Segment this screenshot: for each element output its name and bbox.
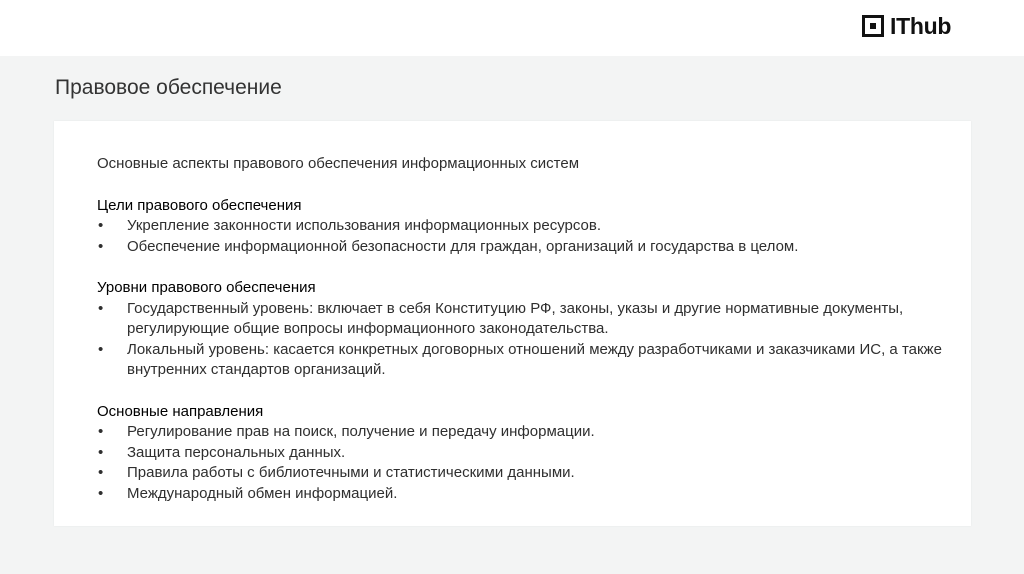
logo-square-icon bbox=[862, 15, 884, 37]
top-bar bbox=[0, 0, 1024, 56]
intro-text: Основные аспекты правового обеспечения информационных систем bbox=[97, 155, 580, 172]
content-card bbox=[54, 121, 971, 526]
bullet-list bbox=[97, 299, 947, 381]
list-item: • Международный обмен информацией. bbox=[97, 484, 947, 505]
list-item: • Локальный уровень: касается конкретных договорных отношений между разработчиками и заказчиками ИС, а также внутренних стандартов организаций. bbox=[97, 340, 947, 381]
list-item: • Государственный уровень: включает в себя Конституцию РФ, законы, указы и другие нормативные документы, регулирующие общие вопросы информационного законодательства. bbox=[97, 299, 947, 340]
card-content bbox=[97, 154, 947, 504]
section-heading: Уровни правового обеспечения bbox=[97, 279, 316, 296]
section-directions bbox=[97, 402, 947, 505]
section-levels bbox=[97, 278, 947, 381]
page-title: Правовое обеспечение bbox=[55, 76, 282, 99]
list-item: • Защита персональных данных. bbox=[97, 443, 947, 464]
section-heading: Цели правового обеспечения bbox=[97, 196, 302, 214]
list-item: • Правила работы с библиотечными и статистическими данными. bbox=[97, 463, 947, 484]
bullet-list bbox=[97, 422, 947, 504]
section-heading: Основные направления bbox=[97, 402, 264, 420]
list-item: • Регулирование прав на поиск, получение и передачу информации. bbox=[97, 422, 947, 443]
section-goals bbox=[97, 196, 947, 258]
logo-text: IThub bbox=[890, 12, 952, 39]
list-item: • Обеспечение информационной безопасности для граждан, организаций и государства в целом. bbox=[97, 237, 947, 258]
bullet-list bbox=[97, 216, 947, 257]
list-item: • Укрепление законности использования информационных ресурсов. bbox=[97, 216, 947, 237]
ithub-logo bbox=[862, 13, 951, 39]
